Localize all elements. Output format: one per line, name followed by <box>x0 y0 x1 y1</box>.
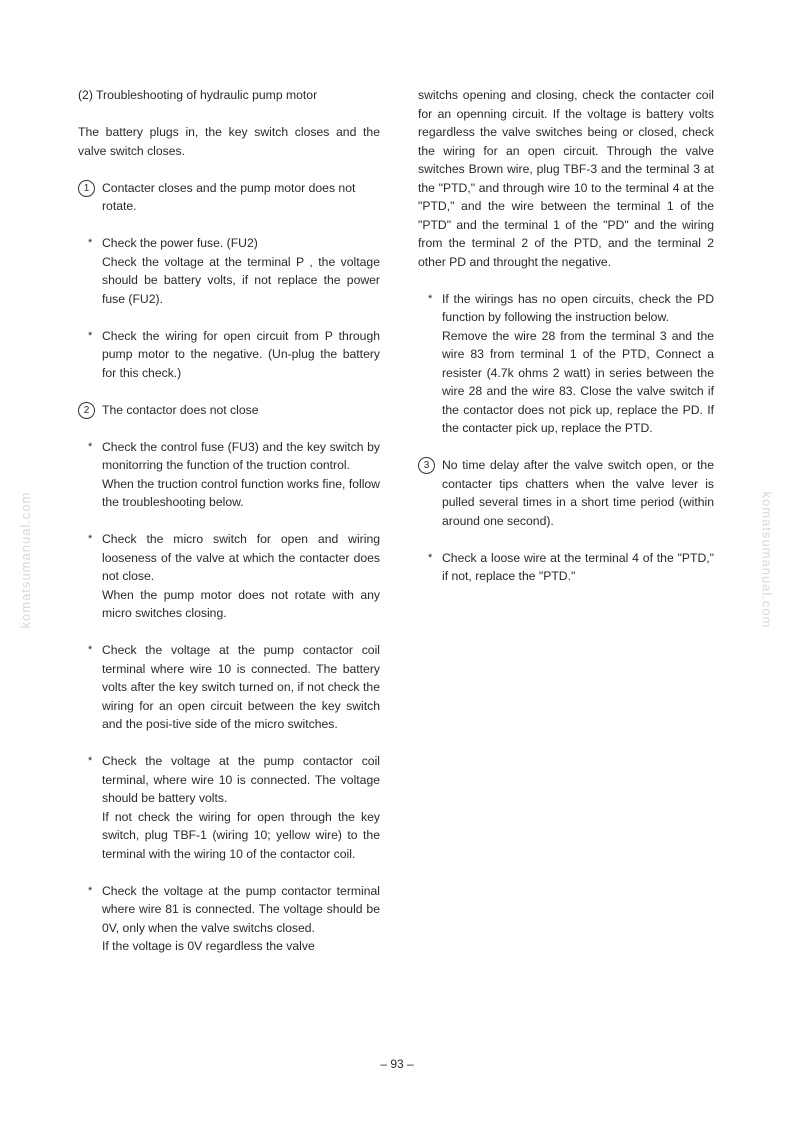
asterisk-icon: * <box>428 551 433 564</box>
bullet-coil-voltage-1 <box>78 641 380 734</box>
bullet-text: Check the voltage at the pump contactor terminal where wire 81 is connected. The voltage should be 0V, only when the valve switchs closed. <box>102 883 380 935</box>
bullet-text: Remove the wire 28 from the terminal 3 and the wire 83 from terminal 1 of the PTD, Connect a resister (4.7k ohms 2 watt) in series between the wire 28 and the wire 83. Close the valve switch if the contactor does not pick up, replace the PD. If the contacter pick up, replace the PTD. <box>442 328 714 435</box>
asterisk-icon: * <box>88 237 93 249</box>
circled-number-2: 2 <box>78 402 95 419</box>
asterisk-icon: * <box>428 292 433 305</box>
bullet-text: Check a loose wire at the terminal 4 of the "PTD," if not, replace the "PTD." <box>442 550 714 583</box>
bullet-coil-voltage-2 <box>78 752 380 863</box>
asterisk-icon: * <box>88 329 93 342</box>
circled-number-3: 3 <box>418 457 435 474</box>
bullet-control-fuse <box>78 438 380 512</box>
circled-number-1: 1 <box>78 180 95 197</box>
asterisk-icon: * <box>88 440 93 453</box>
continuation-paragraph: switchs opening and closing, check the contacter coil for an openning circuit. If the voltage is battery volts regardless the valve switches being or closed, check the wiring for an open circuit. Through the valve switches Brown wire, plug TBF-3 and the terminal 3 at the "PTD," and through wire 10 to the terminal 4 at the "PTD," and the wire between the terminal 1 of the "PTD" and the terminal 1 of the "PD" and the wiring from the terminal 2 of the PTD, and the terminal 2 other PD and throught the negative. <box>418 88 714 269</box>
numbered-item-3-text: No time delay after the valve switch open, or the contacter tips chatters when the valve lever is pulled several times in a short time period (within around one second). <box>442 458 714 528</box>
bullet-text: If not check the wiring for open through the key switch, plug TBF-1 (wiring 10; yellow wire) to the terminal with the wiring 10 of the contactor coil. <box>102 809 380 861</box>
bullet-text: Check the power fuse. (FU2) <box>102 236 258 250</box>
numbered-item-3 <box>418 456 714 530</box>
bullet-text: Check the micro switch for open and wiring looseness of the valve at which the contacter does not close. <box>102 532 380 583</box>
bullet-pd-function <box>418 290 714 438</box>
bullet-loose-wire <box>418 549 714 586</box>
bullet-text: Check the voltage at the terminal P , the voltage should be battery volts, if not replace the power fuse (FU2). <box>102 254 380 306</box>
section-title: (2) Troubleshooting of hydraulic pump motor <box>78 88 318 102</box>
numbered-item-1-text: Contacter closes and the pump motor does not rotate. <box>102 180 356 213</box>
watermark-right: komatsumanual.com <box>759 491 775 629</box>
bullet-text: Check the voltage at the pump contactor coil terminal where wire 10 is connected. The battery volts after the key switch turned on, if not check the wiring for an open circuit between the key switch and the posi-tive side of the micro switches. <box>102 643 380 731</box>
intro-paragraph: The battery plugs in, the key switch closes and the valve switch closes. <box>78 125 380 158</box>
watermark-left: komatsumanual.com <box>17 491 33 629</box>
asterisk-icon: * <box>88 533 93 545</box>
bullet-text: If the wirings has no open circuits, check the PD function by following the instruction below. <box>442 291 714 324</box>
bullet-wire-81 <box>78 882 380 956</box>
left-column <box>78 86 380 974</box>
asterisk-icon: * <box>88 755 93 767</box>
numbered-item-2 <box>78 401 380 420</box>
numbered-item-2-text: The contactor does not close <box>102 402 259 417</box>
bullet-open-circuit-p <box>78 327 380 383</box>
bullet-text: When the pump motor does not rotate with any micro switches closing. <box>102 587 380 620</box>
numbered-item-1 <box>78 179 380 216</box>
bullet-text: When the truction control function works fine, follow the troubleshooting below. <box>102 476 380 509</box>
bullet-text: Check the wiring for open circuit from P through pump motor to the negative. (Un-plug the battery for this check.) <box>102 328 380 380</box>
bullet-micro-switch <box>78 530 380 623</box>
bullet-text: Check the control fuse (FU3) and the key switch by monitorring the function of the truction control. <box>102 439 380 472</box>
asterisk-icon: * <box>88 884 93 897</box>
bullet-text: Check the voltage at the pump contactor coil terminal, where wire 10 is connected. The voltage should be battery volts. <box>102 754 380 805</box>
right-column <box>418 86 714 604</box>
bullet-power-fuse <box>78 234 380 308</box>
page-number: – 93 – <box>380 1057 414 1071</box>
asterisk-icon: * <box>88 644 93 656</box>
bullet-text: If the voltage is 0V regardless the valve <box>102 939 315 953</box>
